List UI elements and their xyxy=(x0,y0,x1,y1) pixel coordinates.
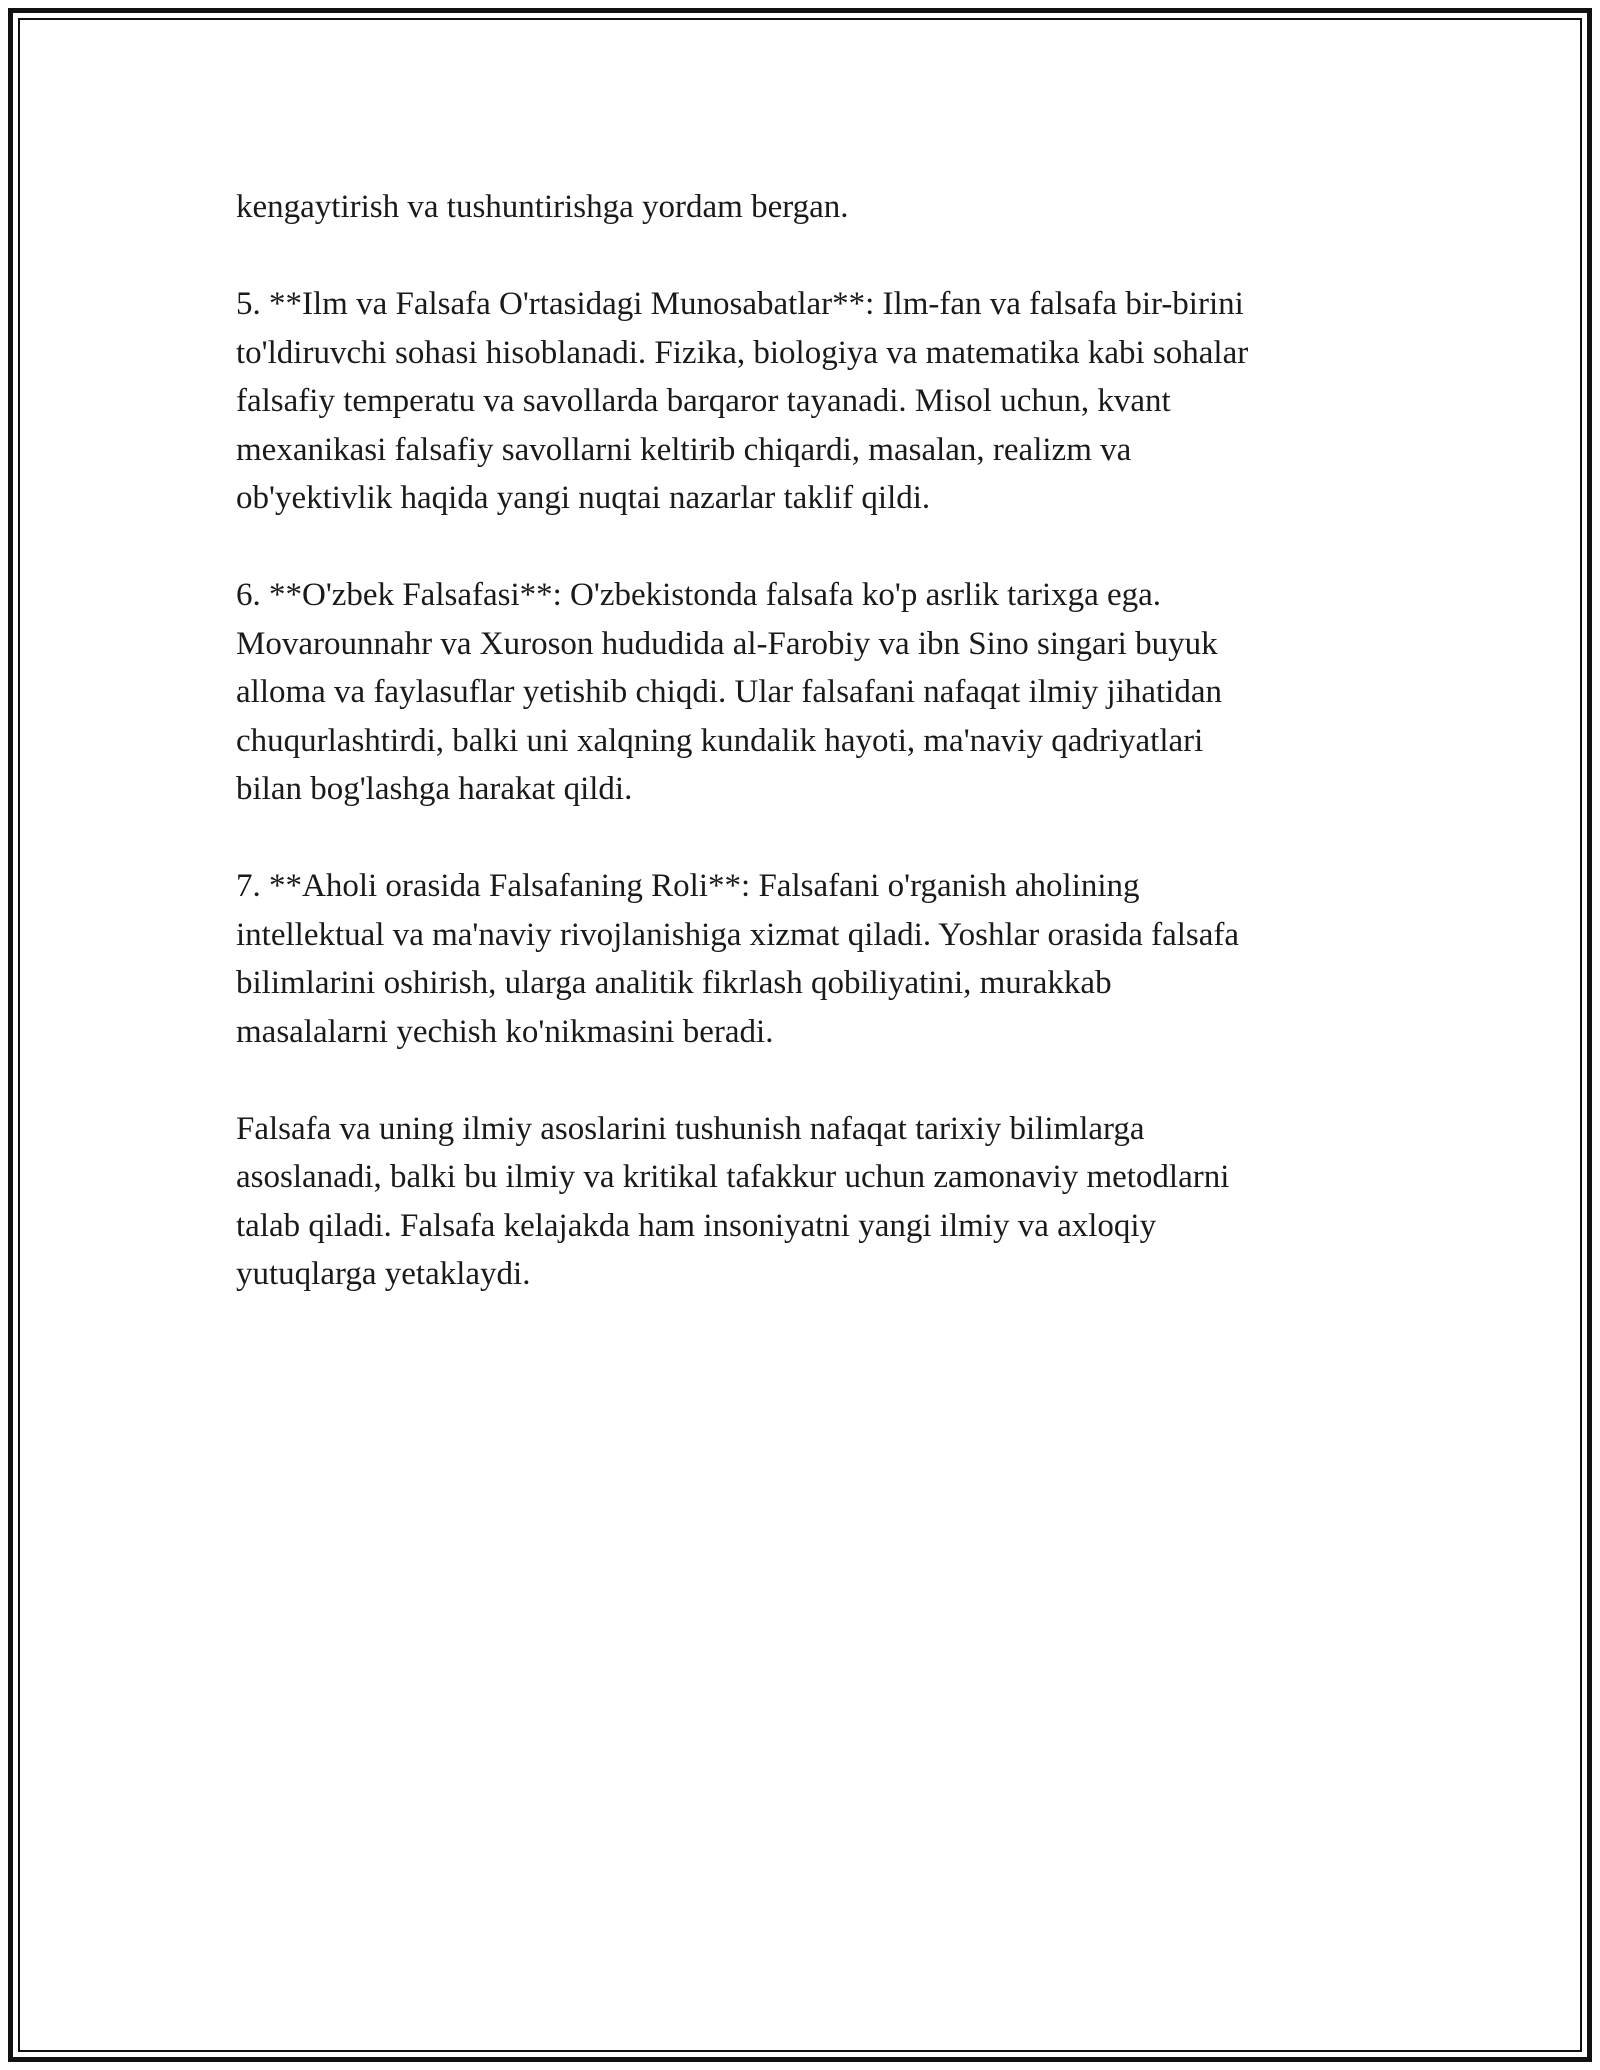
paragraph-item-6: 6. **O'zbek Falsafasi**: O'zbekistonda falsafa ko'p asrlik tarixga ega. Movarounnahr va Xuroson hududida al-Farobiy va ibn Sino singari buyuk alloma va faylasuflar yetishib chiqdi. Ular falsafani nafaqat ilmiy jihatidan chuqurlashtirdi, balki uni xalqning kundalik hayoti, ma'naviy qadriyatlari bilan bog'lashga harakat qildi. xyxy=(236,577,1222,807)
paragraph-item-7: 7. **Aholi orasida Falsafaning Roli**: Falsafani o'rganish aholining intellektual va ma'naviy rivojlanishiga xizmat qiladi. Yoshlar orasida falsafa bilimlarini oshirish, ularga analitik fikrlash qobiliyatini, murakkab masalalarni yechish ko'nikmasini beradi. xyxy=(236,868,1240,1050)
paragraph-conclusion: Falsafa va uning ilmiy asoslarini tushunish nafaqat tarixiy bilimlarga asoslanadi, balki bu ilmiy va kritikal tafakkur uchun zamonaviy metodlarni talab qiladi. Falsafa kelajakda ham insoniyatni yangi ilmiy va axloqiy yutuqlarga yetaklaydi. xyxy=(236,1110,1230,1292)
paragraph-item-5: 5. **Ilm va Falsafa O'rtasidagi Munosabatlar**: Ilm-fan va falsafa bir-birini to'ldiruvchi sohasi hisoblanadi. Fizika, biologiya va matematika kabi sohalar falsafiy temperatu va savollarda barqaror tayanadi. Misol uchun, kvant mexanikasi falsafiy savollarni keltirib chiqardi, masalan, realizm va ob'yektivlik haqida yangi nuqtai nazarlar taklif qildi. xyxy=(236,286,1249,516)
document-body xyxy=(236,183,1386,1299)
paragraph-continuation: kengaytirish va tushuntirishga yordam bergan. xyxy=(236,189,849,225)
